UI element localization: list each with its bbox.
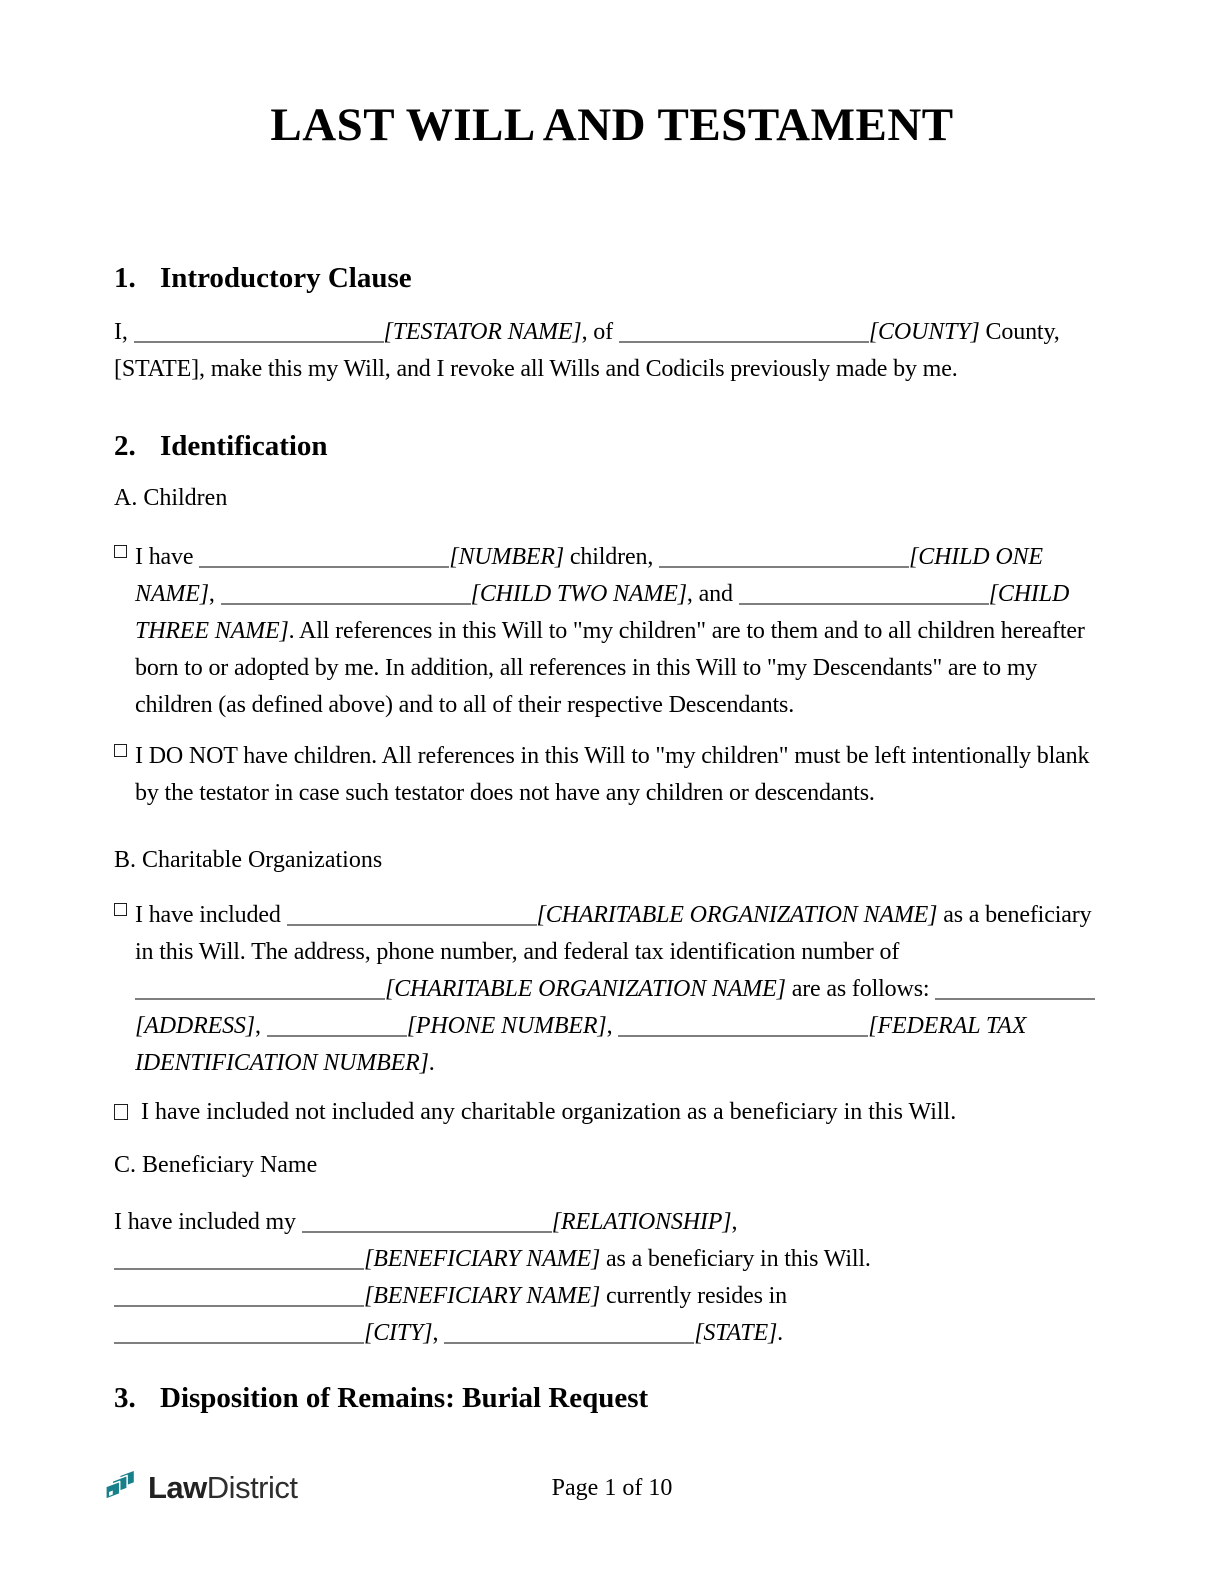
- text-line: [135, 576, 1117, 613]
- text-line: [114, 1204, 1117, 1241]
- placeholder: THREE NAME]: [135, 618, 289, 644]
- text-line: [114, 351, 1117, 388]
- text-line: [135, 775, 1117, 812]
- placeholder: [RELATIONSHIP]: [551, 1209, 732, 1235]
- option-charity-not-included: [114, 1094, 1117, 1131]
- placeholder: [TESTATOR NAME]: [383, 319, 582, 345]
- text-run: children,: [564, 544, 660, 570]
- text-run: , of: [581, 319, 619, 345]
- text-line: [135, 897, 1117, 934]
- option-charity-included-text: [135, 897, 1117, 1082]
- text-line: [114, 1315, 1117, 1352]
- option-have-children-text: [135, 539, 1117, 724]
- text-run: as a beneficiary in this Will.: [600, 1246, 871, 1272]
- text-line: [135, 738, 1117, 775]
- blank-line: [199, 551, 449, 568]
- lawdistrict-logo: [104, 1468, 298, 1507]
- section-1-heading: [114, 258, 1117, 298]
- blank-line: [302, 1216, 552, 1233]
- blank-line: [134, 326, 384, 343]
- option-have-children: [114, 539, 1117, 724]
- text-run: .: [777, 1320, 784, 1346]
- text-run: currently resides in: [600, 1283, 787, 1309]
- text-run: . All references in this Will to "my children" are to them and to all children hereafter: [288, 618, 1085, 644]
- document-title: LAST WILL AND TESTAMENT: [270, 99, 954, 151]
- blank-line: [287, 909, 537, 926]
- blank-line: [267, 1020, 407, 1037]
- brand-district-text: District: [206, 1470, 298, 1505]
- placeholder: [BENEFICIARY NAME]: [364, 1283, 601, 1309]
- text-run: children (as defined above) and to all of their respective Descendants.: [135, 692, 795, 718]
- have-children-checkbox[interactable]: [114, 545, 127, 558]
- text-run: County,: [979, 319, 1060, 345]
- text-run: ,: [254, 1013, 267, 1039]
- text-line: [135, 1008, 1117, 1045]
- document-body: [0, 258, 1224, 1418]
- text-line: [114, 1241, 1117, 1278]
- text-line: [135, 971, 1117, 1008]
- placeholder: [FEDERAL TAX: [868, 1013, 1027, 1039]
- lawdistrict-logo-icon: [104, 1468, 141, 1507]
- subheading-charitable-organizations: B. Charitable Organizations: [114, 847, 383, 873]
- no-children-checkbox[interactable]: [114, 744, 127, 757]
- brand-law-text: Law: [148, 1470, 207, 1505]
- charity-not-included-checkbox[interactable]: [114, 1104, 128, 1120]
- text-run: I DO NOT have children. All references in this Will to "my children" must be left intentionally blank: [135, 743, 1090, 769]
- text-run: are as follows:: [785, 976, 936, 1002]
- placeholder: [CHILD ONE: [909, 544, 1043, 570]
- text-run: ,: [731, 1209, 738, 1235]
- text-run: I have included: [135, 902, 287, 928]
- placeholder: [COUNTY]: [868, 319, 980, 345]
- placeholder: [ADDRESS]: [135, 1013, 255, 1039]
- text-run: in this Will. The address, phone number, and federal tax identification number of: [135, 939, 900, 965]
- text-run: as a beneficiary: [937, 902, 1092, 928]
- text-run: .: [428, 1050, 435, 1076]
- option-no-children: [114, 738, 1117, 812]
- blank-line: [114, 1253, 364, 1270]
- page-number: Page 1 of 10: [551, 1475, 673, 1501]
- section-1-number: 1.: [114, 262, 136, 294]
- section-2-heading: [114, 426, 1117, 466]
- blank-line: [619, 326, 869, 343]
- placeholder: [CHARITABLE ORGANIZATION NAME]: [536, 902, 938, 928]
- text-run: I have: [135, 544, 200, 570]
- text-line: [135, 934, 1117, 971]
- text-run: , and: [686, 581, 739, 607]
- blank-line: [135, 983, 385, 1000]
- blank-line: [659, 551, 909, 568]
- blank-line: [935, 983, 1095, 1000]
- section-2-title: Identification: [160, 430, 328, 462]
- text-run: I have included my: [114, 1209, 302, 1235]
- placeholder: [CHILD: [988, 581, 1070, 607]
- option-charity-not-included-text: I have included not included any charitable organization as a beneficiary in this Will.: [141, 1099, 957, 1125]
- blank-line: [444, 1327, 694, 1344]
- section-3-heading: [114, 1378, 1117, 1418]
- beneficiary-paragraph: [114, 1204, 1117, 1352]
- option-charity-included: [114, 897, 1117, 1082]
- section-2-number: 2.: [114, 430, 136, 462]
- text-line: [135, 613, 1117, 650]
- text-line: [135, 650, 1117, 687]
- placeholder: NAME]: [135, 581, 209, 607]
- placeholder: [PHONE NUMBER]: [406, 1013, 607, 1039]
- placeholder: [CHILD TWO NAME]: [470, 581, 687, 607]
- placeholder: [CITY]: [364, 1320, 433, 1346]
- text-line: [114, 1278, 1117, 1315]
- placeholder: [CHARITABLE ORGANIZATION NAME]: [385, 976, 786, 1002]
- subheading-beneficiary-name: C. Beneficiary Name: [114, 1152, 318, 1178]
- text-line: [114, 314, 1117, 351]
- text-run: born to or adopted by me. In addition, all references in this Will to "my Descendants" are to my: [135, 655, 1038, 681]
- placeholder: [NUMBER]: [449, 544, 565, 570]
- text-run: ,: [606, 1013, 619, 1039]
- text-run: ,: [208, 581, 221, 607]
- placeholder: [STATE]: [694, 1320, 778, 1346]
- text-run: I,: [114, 319, 134, 345]
- introductory-paragraph: [114, 314, 1117, 388]
- option-no-children-text: [135, 738, 1117, 812]
- text-run: by the testator in case such testator does not have any children or descendants.: [135, 780, 875, 806]
- charity-included-checkbox[interactable]: [114, 903, 127, 916]
- placeholder: IDENTIFICATION NUMBER]: [135, 1050, 429, 1076]
- text-line: [135, 539, 1117, 576]
- page-footer: [0, 1468, 1224, 1516]
- blank-line: [618, 1020, 868, 1037]
- text-line: [135, 1045, 1117, 1082]
- placeholder: [BENEFICIARY NAME]: [364, 1246, 601, 1272]
- subheading-children: A. Children: [114, 485, 228, 511]
- blank-line: [114, 1327, 364, 1344]
- section-1-title: Introductory Clause: [160, 262, 412, 294]
- blank-line: [739, 588, 989, 605]
- text-line: [135, 687, 1117, 724]
- section-3-number: 3.: [114, 1382, 136, 1414]
- text-run: [STATE], make this my Will, and I revoke all Wills and Codicils previously made by me.: [114, 356, 958, 382]
- blank-line: [221, 588, 471, 605]
- blank-line: [114, 1290, 364, 1307]
- section-3-title: Disposition of Remains: Burial Request: [160, 1382, 649, 1414]
- text-run: ,: [432, 1320, 445, 1346]
